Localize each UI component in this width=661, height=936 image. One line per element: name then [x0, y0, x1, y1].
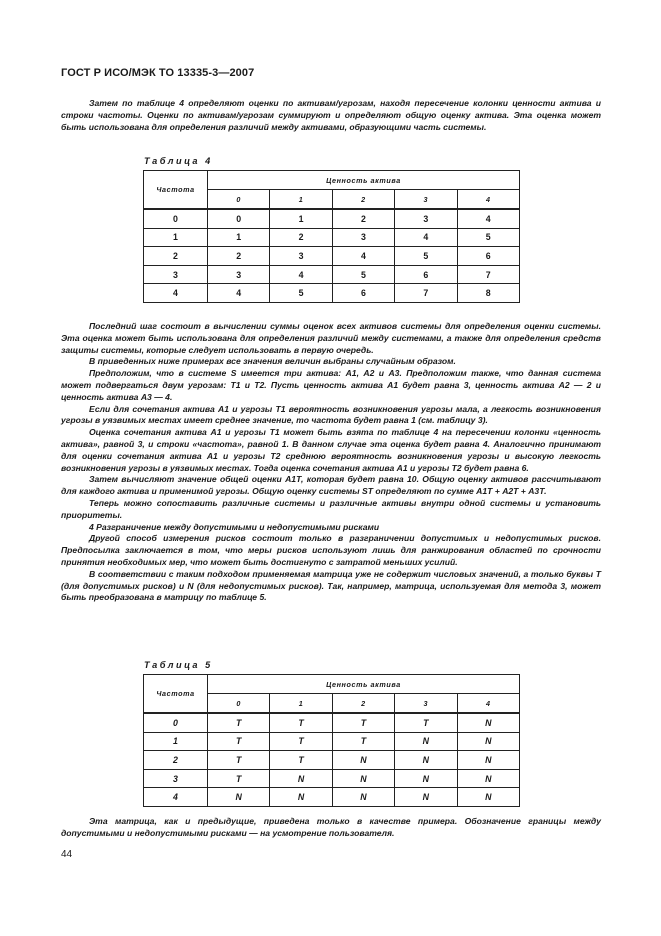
row-label: 4: [144, 284, 208, 303]
table5: [143, 674, 520, 807]
table4-col-header: 0: [208, 190, 270, 210]
table-cell: T: [270, 713, 332, 732]
row-label: 2: [144, 247, 208, 266]
table5-col-header: 2: [332, 694, 394, 714]
table-cell: 7: [395, 284, 457, 303]
table5-col-header: 4: [457, 694, 520, 714]
table-cell: 5: [270, 284, 332, 303]
table4-col-header: 1: [270, 190, 332, 210]
body-text: [61, 321, 601, 604]
table-row: [144, 228, 520, 247]
paragraph: Теперь можно сопоставить различные системы и различные активы внутри одной системы и установить приоритеты.: [61, 497, 601, 520]
table-cell: N: [395, 769, 457, 788]
table-cell: N: [395, 732, 457, 751]
paragraph: Оценка сочетания актива А1 и угрозы Т1 может быть взята по таблице 4 на пересечении колонки «ценность актива», равной 3, и строки «частота», равной 1. В данном случае эта оценка будет равна 4. Аналогично принимают для оценки сочетания актива А1 и угрозы Т2 среднюю вероятность возникновения угрозы и высокую легкость возникновения угрозы в уязвимых местах. Тогда оценка сочетания актива А1 и угрозы Т2 будет равна 6.: [61, 427, 601, 473]
table5-col-header: 3: [395, 694, 457, 714]
table-cell: 3: [270, 247, 332, 266]
table-cell: 6: [332, 284, 394, 303]
table-cell: T: [332, 713, 394, 732]
table-cell: 7: [457, 265, 520, 284]
table-cell: 4: [270, 265, 332, 284]
table-row: [144, 284, 520, 303]
paragraph: В соответствии с таким подходом применяемая матрица уже не содержит числовых значений, а только буквы Т (для допустимых рисков) и N (для недопустимых рисков). Так, например, матрица, используемая для метода 3, может быть преобразована в матрицу по таблице 5.: [61, 568, 601, 603]
table-row: [144, 713, 520, 732]
table-cell: 5: [457, 228, 520, 247]
paragraph: Если для сочетания актива А1 и угрозы Т1 вероятность возникновения угрозы мала, а легкость возникновения угрозы в уязвимых местах имеет среднее значение, то частота будет равна 1 (см. таблицу 3).: [61, 403, 601, 426]
table5-col-header: 1: [270, 694, 332, 714]
table-cell: N: [208, 788, 270, 807]
table-cell: 6: [395, 265, 457, 284]
table-cell: N: [270, 788, 332, 807]
table-cell: T: [208, 769, 270, 788]
table-row: [144, 209, 520, 228]
table-cell: 2: [270, 228, 332, 247]
table-cell: T: [395, 713, 457, 732]
paragraph: Затем вычисляют значение общей оценки А1Т, которая будет равна 10. Общую оценку активов рассчитывают для каждого актива и применимой угрозы. Общую оценку системы ST определяют по сумме А1Т + А2Т + А3Т.: [61, 474, 601, 497]
table-cell: N: [457, 713, 520, 732]
table4-col-header: 3: [395, 190, 457, 210]
table-row: [144, 751, 520, 770]
table-cell: N: [332, 788, 394, 807]
document-header: ГОСТ Р ИСО/МЭК ТО 13335-3—2007: [61, 67, 255, 79]
paragraph: Другой способ измерения рисков состоит только в разграничении допустимых и недопустимых рисков. Предпосылка заключается в том, что меры рисков используют лишь для ранжирования областей по срочности принятия необходимых мер, что может быть достигнуто с затратой меньших усилий.: [61, 533, 601, 567]
row-label: 4: [144, 788, 208, 807]
table-cell: T: [208, 713, 270, 732]
table-row: [144, 265, 520, 284]
table-cell: N: [332, 769, 394, 788]
table5-col-header: 0: [208, 694, 270, 714]
table-cell: T: [270, 751, 332, 770]
paragraph: Последний шаг состоит в вычислении суммы оценок всех активов системы для определения оценки системы. Эта оценка может быть использована для определения различий между системами, а также для определения средств защиты системы, которые следует использовать в первую очередь.: [61, 321, 601, 355]
table4-frequency-header: Частота: [144, 171, 208, 210]
table5-caption: Таблица 5: [144, 660, 213, 670]
table4-asset-value-header: Ценность актива: [208, 171, 520, 190]
table-cell: 1: [208, 228, 270, 247]
table5-asset-value-header: Ценность актива: [208, 675, 520, 694]
row-label: 0: [144, 713, 208, 732]
table4-col-header: 4: [457, 190, 520, 210]
table-cell: T: [208, 751, 270, 770]
table-cell: 1: [270, 209, 332, 228]
table-cell: N: [457, 751, 520, 770]
table-row: [144, 769, 520, 788]
paragraph: Затем по таблице 4 определяют оценки по активам/угрозам, находя пересечение колонки ценности актива и строки частоты. Оценки по активам/угрозам суммируют и определяют общую оценку актива. Эта оценка может быть использована для определения различий между активами, образующими часть системы.: [61, 98, 601, 132]
intro-paragraph: [61, 98, 601, 133]
table4-caption: Таблица 4: [144, 156, 213, 166]
table-cell: 4: [395, 228, 457, 247]
table-cell: 5: [332, 265, 394, 284]
table-cell: N: [457, 732, 520, 751]
table-cell: N: [332, 751, 394, 770]
row-label: 3: [144, 265, 208, 284]
row-label: 1: [144, 732, 208, 751]
section-heading: 4 Разграничение между допустимыми и недопустимыми рисками: [89, 521, 380, 532]
table5-frequency-header: Частота: [144, 675, 208, 714]
table-cell: N: [457, 769, 520, 788]
table-cell: 2: [332, 209, 394, 228]
table-cell: T: [208, 732, 270, 751]
table-row: [144, 788, 520, 807]
table-cell: T: [270, 732, 332, 751]
table-cell: T: [332, 732, 394, 751]
paragraph: Эта матрица, как и предыдущие, приведена только в качестве примера. Обозначение границы между допустимыми и недопустимыми рисками — на усмотрение пользователя.: [61, 816, 601, 838]
table-cell: 6: [457, 247, 520, 266]
table-cell: 4: [457, 209, 520, 228]
table-cell: 8: [457, 284, 520, 303]
table-cell: 3: [332, 228, 394, 247]
table4-col-header: 2: [332, 190, 394, 210]
table-cell: 4: [208, 284, 270, 303]
table-cell: 0: [208, 209, 270, 228]
table-row: [144, 732, 520, 751]
table4: [143, 170, 520, 303]
table-cell: 2: [208, 247, 270, 266]
table-cell: 4: [332, 247, 394, 266]
table-row: [144, 247, 520, 266]
paragraph: В приведенных ниже примерах все значения величин выбраны случайным образом.: [89, 356, 456, 367]
table-cell: 5: [395, 247, 457, 266]
table-cell: N: [395, 751, 457, 770]
table-cell: N: [395, 788, 457, 807]
row-label: 0: [144, 209, 208, 228]
page-number: 44: [61, 849, 73, 860]
closing-paragraph: [61, 816, 601, 840]
row-label: 1: [144, 228, 208, 247]
table-cell: 3: [395, 209, 457, 228]
paragraph: Предположим, что в системе S имеется три актива: А1, А2 и А3. Предположим также, что данная система может подвергаться двум угрозам: Т1 и Т2. Пусть ценность актива А1 будет равна 3, ценность актива А2 — 2 и ценность актива А3 — 4.: [61, 368, 601, 402]
table-cell: 3: [208, 265, 270, 284]
row-label: 3: [144, 769, 208, 788]
row-label: 2: [144, 751, 208, 770]
table-cell: N: [457, 788, 520, 807]
table-cell: N: [270, 769, 332, 788]
